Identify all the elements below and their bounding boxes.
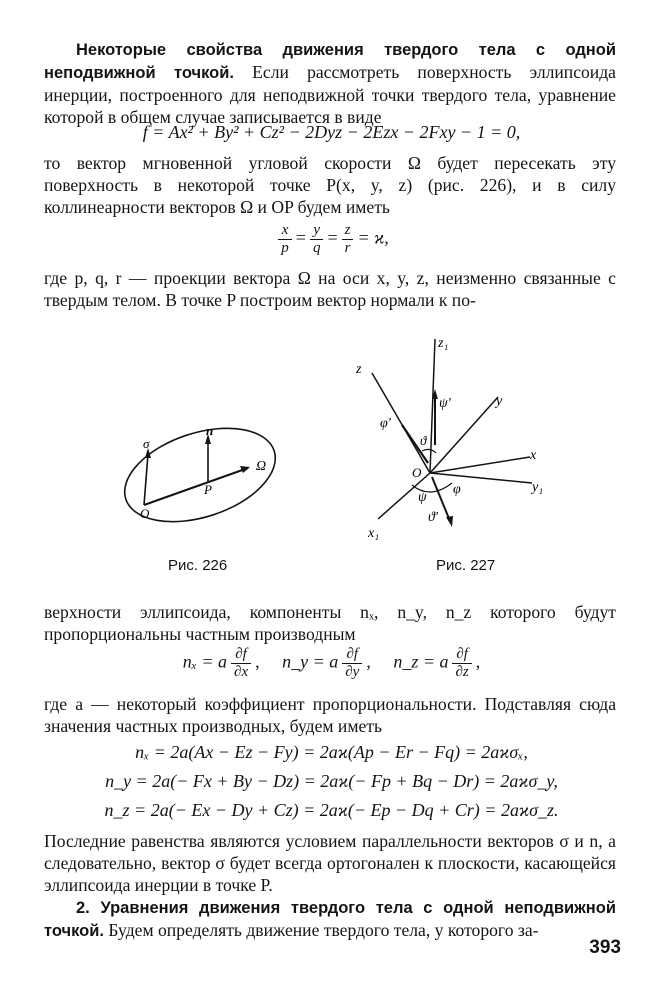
paragraph-angular-velocity: то вектор мгновенной угловой скорости Ω будет пересекать эту поверхность в некоторой точке P(x, y, z) (рис. 226), и в силу коллинеарности векторов Ω и OP будем иметь <box>44 153 616 217</box>
paragraph-coefficient: где a — некоторый коэффициент пропорциональности. Подставляя сюда значения частных производных, будем иметь <box>44 694 616 736</box>
paragraph-projections: где p, q, r — проекции вектора Ω на оси x, y, z, неизменно связанные с твердым телом. В точке P построим вектор нормали к по- <box>44 268 616 310</box>
label-y1: y₁ <box>532 480 544 495</box>
caption-227: Рис. 227 <box>436 557 496 574</box>
fraction-y-q: $\frac{y}{q}$ <box>310 222 324 257</box>
omega-vector <box>144 468 248 505</box>
equation-partial-derivatives: nₓ = a $\frac{\partial f}{\partial x}$ , n_y = a $\frac{\partial f}{\partial y}$ , n_z = a $\frac{\partial f}{\partial z}$ , <box>182 646 481 680</box>
paragraph-equations-of-motion <box>44 896 616 942</box>
label-y: y <box>496 394 503 409</box>
label-phi-prime: φ' <box>380 416 391 431</box>
equation-collinearity: $\frac{x}{p}$ = $\frac{y}{q}$ = $\frac{z}{r}$ = ϰ, <box>0 222 663 257</box>
equation-nz: n_z = 2a(− Ex − Dy + Cz) = 2aϰ(− Ep − Dq + Cr) = 2aϰσ_z. <box>104 800 559 820</box>
label-n: n <box>206 423 214 438</box>
omega-arrowhead <box>240 466 250 473</box>
label-psi-prime: ψ' <box>439 396 451 411</box>
label-phi: φ <box>453 482 461 497</box>
fraction-x-p: $\frac{x}{p}$ <box>278 222 292 257</box>
label-p: P <box>204 482 212 497</box>
caption-226: Рис. 226 <box>168 557 228 574</box>
paragraph-normal-components: верхности эллипсоида, компоненты nₓ, n_y, n_z которого будут пропорциональны частным производным <box>44 602 616 644</box>
label-x: x <box>530 448 537 463</box>
paragraph-text: Если рассмотреть поверхность эллипсоида инерции, построенного для неподвижной точки твердого тела, уравнение которой в общем случае записывается в виде <box>44 62 616 127</box>
label-theta: ϑ <box>420 433 427 448</box>
label-theta-prime: ϑ' <box>428 510 438 525</box>
page-number: 393 <box>589 937 621 958</box>
label-omega: Ω <box>256 459 267 474</box>
figure-227 <box>340 325 570 550</box>
label-z: z <box>356 362 362 377</box>
equation-ellipsoid: f = Ax² + By² + Cz² − 2Dyz − 2Ezx − 2Fxy − 1 = 0, <box>142 122 521 142</box>
section-heading-properties: Некоторые свойства движения твердого тела с одной неподвижной точкой. <box>44 41 616 82</box>
label-sigma: σ <box>143 436 150 451</box>
figure-226 <box>110 420 290 530</box>
label-x1: x₁ <box>368 526 380 541</box>
label-o: O <box>140 506 150 521</box>
sigma-vector <box>144 454 148 505</box>
fraction-z-r: $\frac{z}{r}$ <box>342 222 354 257</box>
equation-ny: n_y = 2a(− Fx + By − Dz) = 2aϰ(− Fp + Bq − Dr) = 2aϰσ_y, <box>105 771 558 791</box>
label-o-origin: O <box>412 465 422 480</box>
equation-nx: nₓ = 2a(Ax − Ez − Fy) = 2aϰ(Ap − Er − Fq) = 2aϰσₓ, <box>135 742 528 762</box>
label-psi: ψ <box>418 490 427 505</box>
ellipsoid-outline <box>113 420 287 530</box>
paragraph-text: Будем определять движение твердого тела, у которого за- <box>103 920 539 940</box>
label-z1: z₁ <box>438 336 449 351</box>
equation-tail: = ϰ, <box>357 227 389 248</box>
angle-arc-theta <box>422 449 436 453</box>
axis-y1 <box>430 473 532 483</box>
paragraph-parallelism: Последние равенства являются условием параллельности векторов σ и n, а следовательно, вектор σ будет всегда ортогонален к плоскости, касающейся эллипсоида инерции в точке P. <box>44 831 616 895</box>
paragraph-ellipsoid-intro <box>44 38 616 128</box>
theta-prime-arrowhead <box>446 516 453 527</box>
section-heading-equations: 2. Уравнения движения твердого тела с одной неподвижной точкой. <box>44 899 616 940</box>
axis-x <box>430 457 530 473</box>
